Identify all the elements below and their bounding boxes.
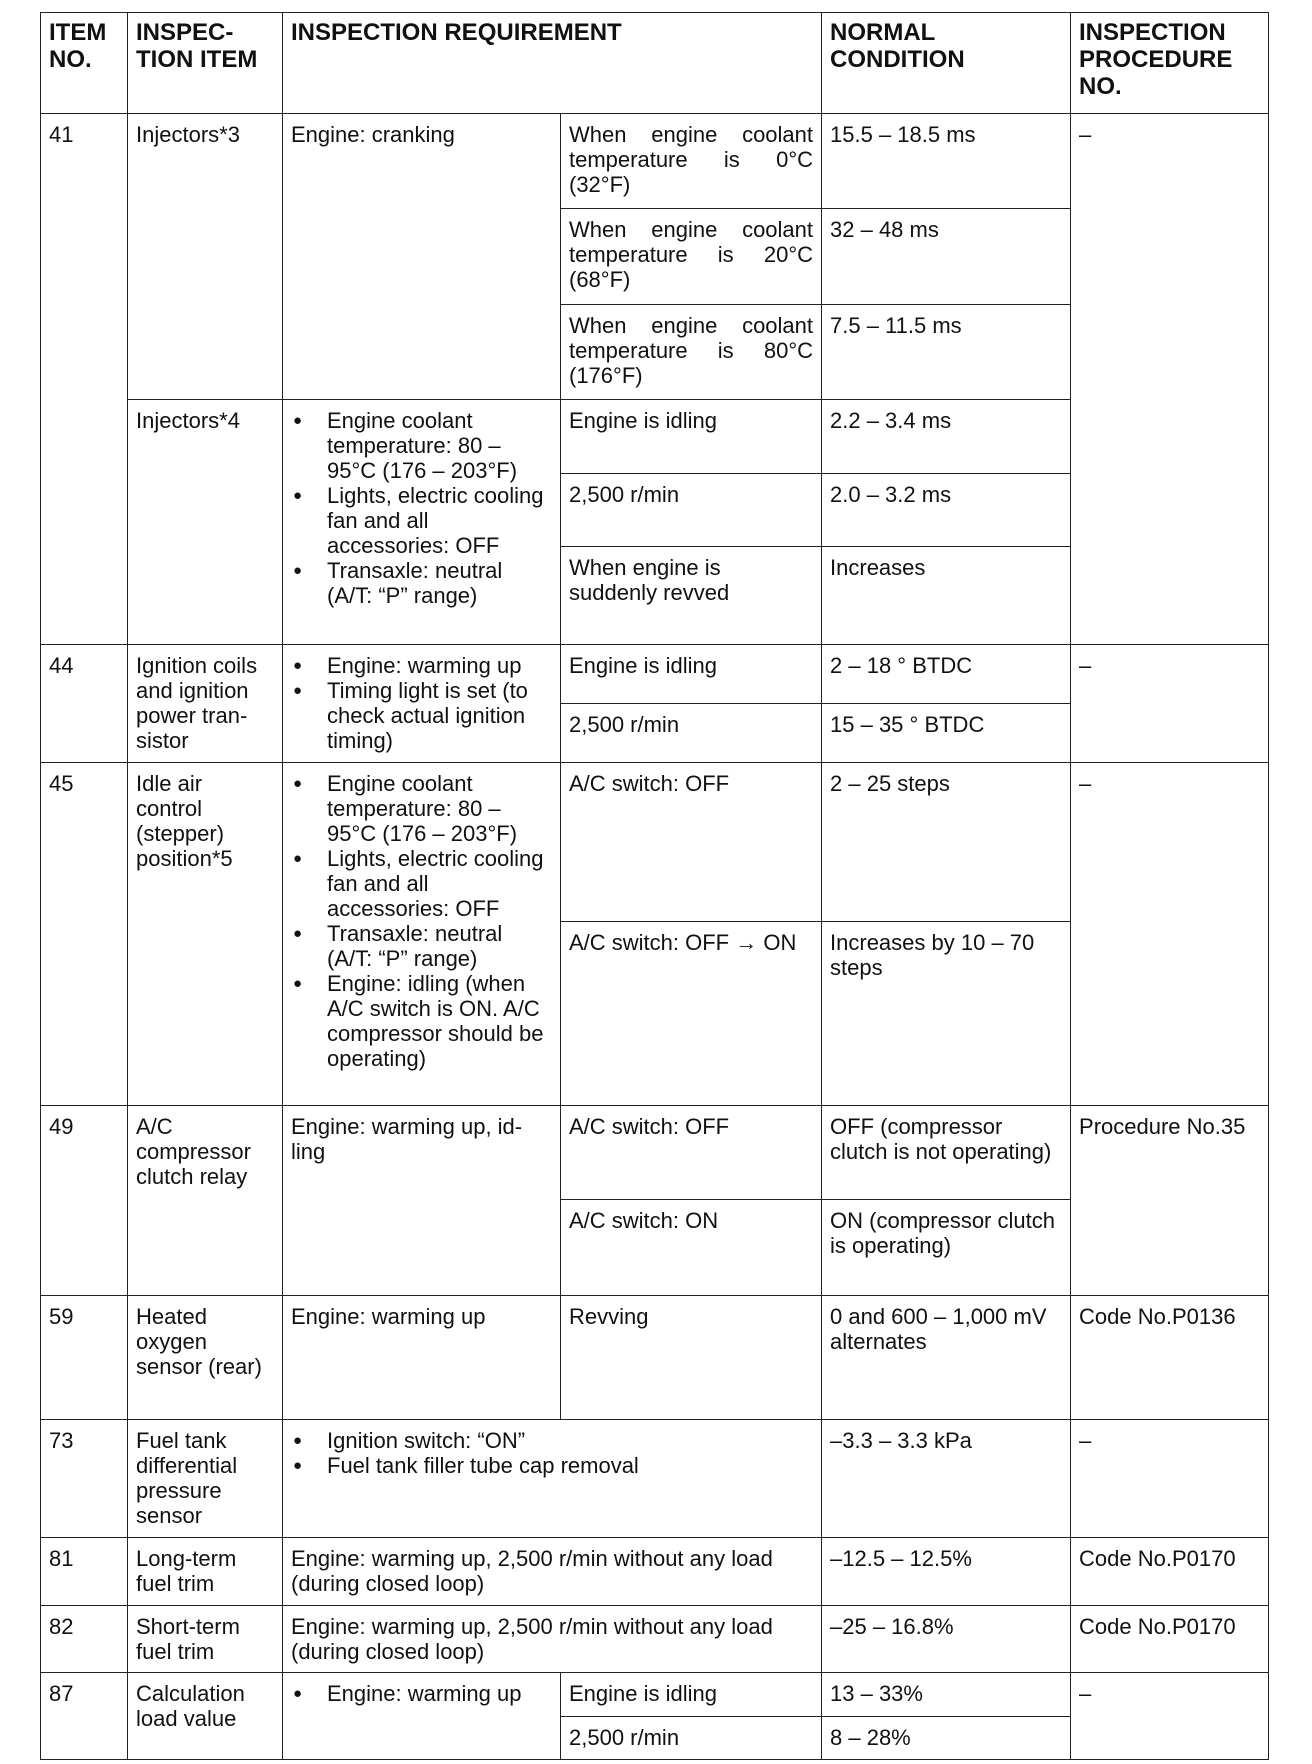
condition: Engine is idling — [561, 1673, 822, 1716]
requirement-bullet: ● Lights, electric cooling fan and all accessories: OFF — [291, 846, 552, 921]
header-procedure-no: INSPECTION PROCEDURE NO. — [1071, 13, 1269, 114]
condition: Revving — [561, 1295, 822, 1419]
normal-value: 0 and 600 – 1,000 mV alternates — [822, 1295, 1071, 1419]
requirement-bullet: ● Engine coolant temperature: 80 – 95°C (176 – 203°F) — [291, 408, 552, 483]
condition: When engine coolant temperature is 0°C (32°F) — [561, 113, 822, 209]
requirement-bullet: ● Transaxle: neutral (A/T: “P” range) — [291, 558, 552, 608]
normal-value: 13 – 33% — [822, 1673, 1071, 1716]
requirement: Engine: warming up, 2,500 r/min without any load (during closed loop) — [283, 1538, 822, 1605]
condition: 2,500 r/min — [561, 1716, 822, 1759]
item-no: 49 — [41, 1105, 128, 1295]
normal-value: 2.2 – 3.4 ms — [822, 400, 1071, 473]
normal-value: 2.0 – 3.2 ms — [822, 473, 1071, 546]
procedure-no: – — [1071, 113, 1269, 644]
normal-value: 2 – 18 ° BTDC — [822, 644, 1071, 703]
condition: Engine is idling — [561, 400, 822, 473]
requirement-bullet: ● Engine: warming up — [291, 653, 552, 678]
normal-value: –25 – 16.8% — [822, 1605, 1071, 1672]
requirement-bullet: ● Engine: warming up — [291, 1681, 552, 1706]
header-row — [41, 13, 1269, 114]
inspection-item: Injectors*3 — [128, 113, 283, 400]
normal-value: 7.5 – 11.5 ms — [822, 304, 1071, 400]
item-no: 82 — [41, 1605, 128, 1672]
normal-value: Increases by 10 – 70 steps — [822, 921, 1071, 1105]
requirement-bullet: ● Transaxle: neutral (A/T: “P” range) — [291, 921, 552, 971]
condition: A/C switch: OFF — [561, 1105, 822, 1200]
procedure-no: – — [1071, 1419, 1269, 1538]
normal-value: 32 – 48 ms — [822, 209, 1071, 305]
procedure-no: Code No.P0170 — [1071, 1605, 1269, 1672]
inspection-item: Injectors*4 — [128, 400, 283, 645]
normal-value: Increases — [822, 547, 1071, 645]
requirement-list — [283, 762, 561, 1105]
requirement: Engine: cranking — [283, 113, 561, 400]
header-item-no: ITEM NO. — [41, 13, 128, 114]
inspection-item: Calculation load value — [128, 1673, 283, 1760]
item-no: 59 — [41, 1295, 128, 1419]
item-no: 81 — [41, 1538, 128, 1605]
requirement-bullet: ● Lights, electric cooling fan and all accessories: OFF — [291, 483, 552, 558]
inspection-item: A/C compressor clutch relay — [128, 1105, 283, 1295]
requirement-list — [283, 1673, 561, 1760]
condition: When engine coolant temperature is 20°C (68°F) — [561, 209, 822, 305]
condition: A/C switch: OFF — [561, 762, 822, 921]
item-no: 41 — [41, 113, 128, 644]
table-row — [41, 1673, 1269, 1716]
normal-value: 15.5 – 18.5 ms — [822, 113, 1071, 209]
condition: When engine is suddenly revved — [561, 547, 822, 645]
requirement-list — [283, 644, 561, 762]
requirement-bullet: ● Ignition switch: “ON” — [291, 1428, 813, 1453]
condition: A/C switch: ON — [561, 1200, 822, 1296]
requirement-bullet: ● Timing light is set (to check actual ignition timing) — [291, 678, 552, 753]
condition: 2,500 r/min — [561, 703, 822, 762]
header-inspection-requirement: INSPECTION REQUIREMENT — [283, 13, 822, 114]
inspection-item: Idle air control (stepper) position*5 — [128, 762, 283, 1105]
inspection-item: Ignition coils and ignition power tran- sistor — [128, 644, 283, 762]
inspection-item: Heated oxygen sensor (rear) — [128, 1295, 283, 1419]
table-row — [41, 1605, 1269, 1672]
requirement: Engine: warming up, 2,500 r/min without any load (during closed loop) — [283, 1605, 822, 1672]
condition: Engine is idling — [561, 644, 822, 703]
requirement-bullet: ● Engine coolant temperature: 80 – 95°C (176 – 203°F) — [291, 771, 552, 846]
requirement: Engine: warming up — [283, 1295, 561, 1419]
table-row — [41, 1419, 1269, 1538]
inspection-table — [40, 12, 1269, 1760]
procedure-no: Code No.P0136 — [1071, 1295, 1269, 1419]
condition: 2,500 r/min — [561, 473, 822, 546]
procedure-no: – — [1071, 1673, 1269, 1760]
normal-value: 2 – 25 steps — [822, 762, 1071, 921]
condition: When engine coolant temperature is 80°C (176°F) — [561, 304, 822, 400]
procedure-no: – — [1071, 644, 1269, 762]
requirement: Engine: warming up, id- ling — [283, 1105, 561, 1295]
item-no: 87 — [41, 1673, 128, 1760]
table-row — [41, 113, 1269, 209]
procedure-no: – — [1071, 762, 1269, 1105]
table-row — [41, 1105, 1269, 1200]
header-inspection-item: INSPEC- TION ITEM — [128, 13, 283, 114]
requirement-bullet: ● Engine: idling (when A/C switch is ON. A/C compressor should be operating) — [291, 971, 552, 1071]
table-row — [41, 762, 1269, 921]
table-row — [41, 1295, 1269, 1419]
normal-value: ON (compressor clutch is operating) — [822, 1200, 1071, 1296]
normal-value: –12.5 – 12.5% — [822, 1538, 1071, 1605]
header-normal-condition: NORMAL CONDITION — [822, 13, 1071, 114]
requirement-bullet: ● Fuel tank filler tube cap removal — [291, 1453, 813, 1478]
normal-value: OFF (compressor clutch is not operating) — [822, 1105, 1071, 1200]
item-no: 73 — [41, 1419, 128, 1538]
inspection-item: Long-term fuel trim — [128, 1538, 283, 1605]
item-no: 45 — [41, 762, 128, 1105]
requirement-list — [283, 400, 561, 645]
table-row — [41, 1538, 1269, 1605]
table-row — [41, 644, 1269, 703]
normal-value: 8 – 28% — [822, 1716, 1071, 1759]
inspection-item: Short-term fuel trim — [128, 1605, 283, 1672]
procedure-no: Code No.P0170 — [1071, 1538, 1269, 1605]
item-no: 44 — [41, 644, 128, 762]
normal-value: –3.3 – 3.3 kPa — [822, 1419, 1071, 1538]
condition: A/C switch: OFF → ON — [561, 921, 822, 1105]
requirement-list — [283, 1419, 822, 1538]
normal-value: 15 – 35 ° BTDC — [822, 703, 1071, 762]
procedure-no: Procedure No.35 — [1071, 1105, 1269, 1295]
inspection-item: Fuel tank differential pressure sensor — [128, 1419, 283, 1538]
